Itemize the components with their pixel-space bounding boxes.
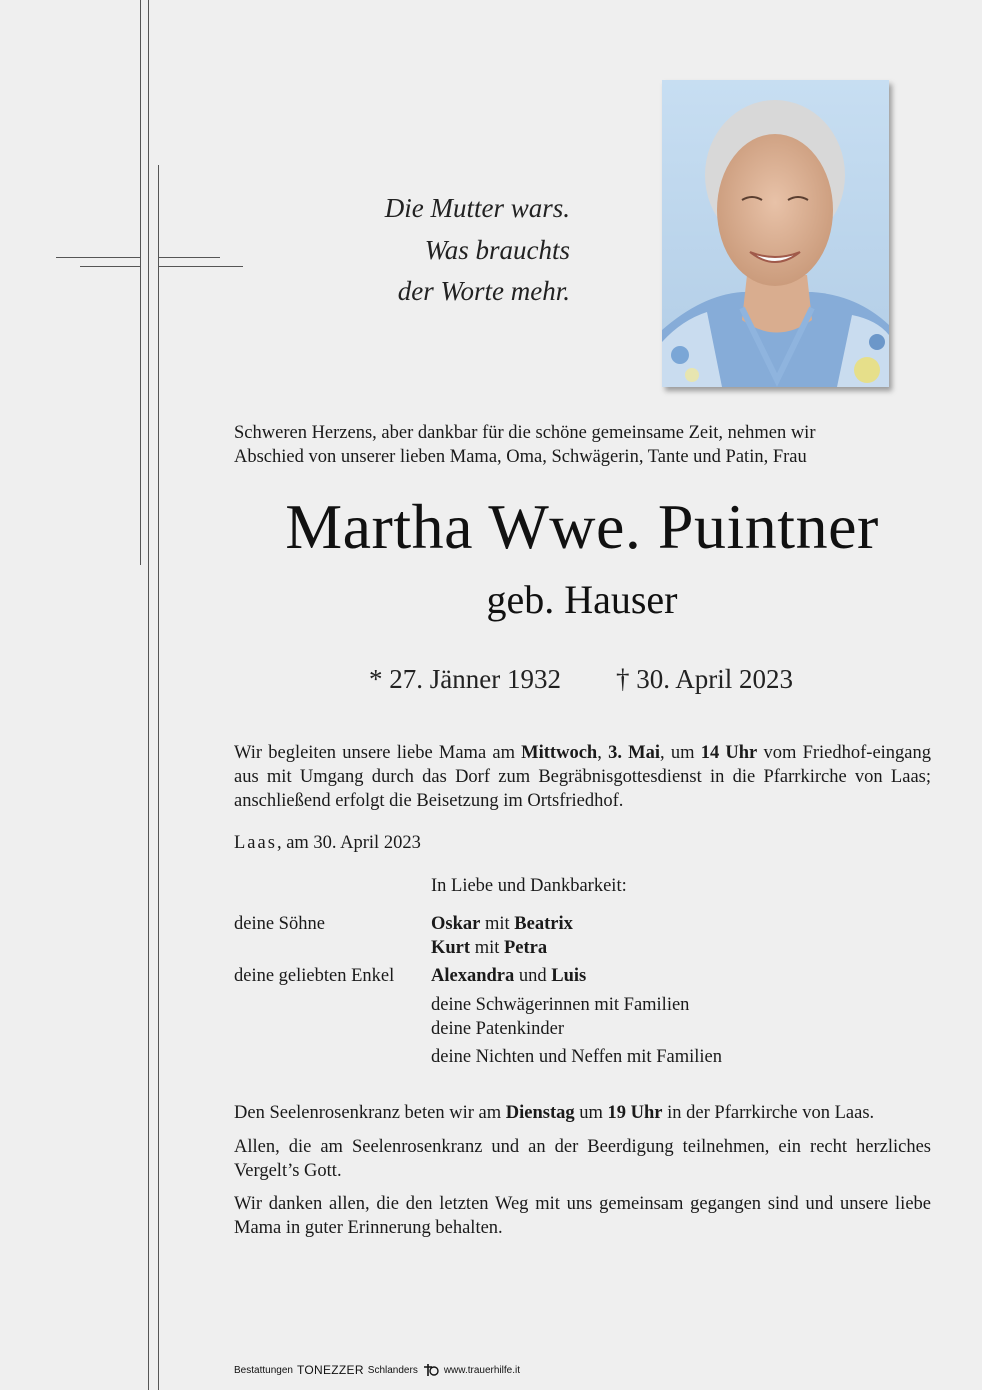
funeral-paragraph [234,741,931,813]
funeral-text: , [597,743,609,763]
son-name: Oskar [431,914,481,934]
footer-url[interactable]: www.trauerhilfe.it [443,1364,520,1376]
mourners-heading: In Liebe und Dankbarkeit: [431,876,627,896]
funeral-day: Mittwoch [521,743,598,763]
funeral-text: Wir begleiten unsere liebe Mama am [234,743,522,763]
sons-label: deine Söhne [234,914,325,934]
rosary-day: Dienstag [505,1103,575,1123]
funeral-date: 3. Mai [608,743,660,763]
son-partner-name: Petra [503,938,548,958]
footer-suffix: Schlanders [367,1364,418,1376]
funeral-text: , um [660,743,701,763]
place: Laas [234,833,277,853]
birth-date: * 27. Jänner 1932 [369,664,561,694]
portrait-photo [662,80,889,387]
trauerhilfe-logo-icon [422,1363,440,1377]
quote-line-3: der Worte mehr. [397,276,570,306]
footer-prefix: Bestattungen [234,1364,293,1376]
son-line-1 [431,912,573,936]
footer [234,1363,520,1377]
thanks-paragraph-2: Wir danken allen, die den letzten Weg mit uns gemeinsam gegangen sind und unsere liebe Mama in guter Erinnerung behalten. [234,1194,931,1238]
intro-line-1: Schweren Herzens, aber dankbar für die schöne gemeinsame Zeit, nehmen wir [234,423,816,443]
rosary-time: 19 Uhr [607,1103,663,1123]
quote-line-1: Die Mutter wars. [384,193,570,223]
quote [330,188,570,313]
grandchildren-line [431,964,586,988]
son-partner-name: Beatrix [514,914,573,934]
with-text: mit [470,938,504,958]
funeral-text: vom Friedhof-eingang aus mit Umgang durch das Dorf zum Begräbnisgottesdienst in die Pfarrkirche von Laas; anschließend erfolgt die Beisetzung im Ortsfriedhof. [234,743,932,811]
rosary-text: Den Seelenrosenkranz beten wir am [234,1103,506,1123]
rosary-paragraph [234,1101,931,1125]
rosary-text: in der Pfarrkirche von Laas. [662,1103,875,1123]
and-text: und [514,966,552,986]
godchildren-line: deine Patenkinder [431,1019,565,1039]
son-name: Kurt [431,938,471,958]
thanks-paragraph-1: Allen, die am Seelenrosenkranz und an der Beerdigung teilnehmen, ein recht herzliches Vergelt’s Gott. [234,1137,931,1181]
intro-line-2: Abschied von unserer lieben Mama, Oma, Schwägerin, Tante und Patin, Frau [234,447,807,467]
sisters-in-law-line: deine Schwägerinnen mit Familien [431,995,690,1015]
funeral-time: 14 Uhr [700,743,758,763]
nieces-nephews-line: deine Nichten und Neffen mit Familien [431,1047,722,1067]
place-date [234,831,421,855]
grandchild-name: Alexandra [431,966,515,986]
grandchild-name: Luis [551,966,587,986]
rosary-text: um [574,1103,608,1123]
with-text: mit [480,914,515,934]
son-line-2 [431,936,547,960]
quote-line-2: Was brauchts [424,234,570,265]
deceased-name: Martha Wwe. Puintner [285,491,879,562]
maiden-name: geb. Hauser [486,577,678,622]
footer-brand: TONEZZER [296,1363,364,1377]
death-date: † 30. April 2023 [616,664,794,694]
intro-text [234,421,934,469]
date-text: , am 30. April 2023 [276,833,421,853]
grandchildren-label: deine geliebten Enkel [234,966,395,986]
